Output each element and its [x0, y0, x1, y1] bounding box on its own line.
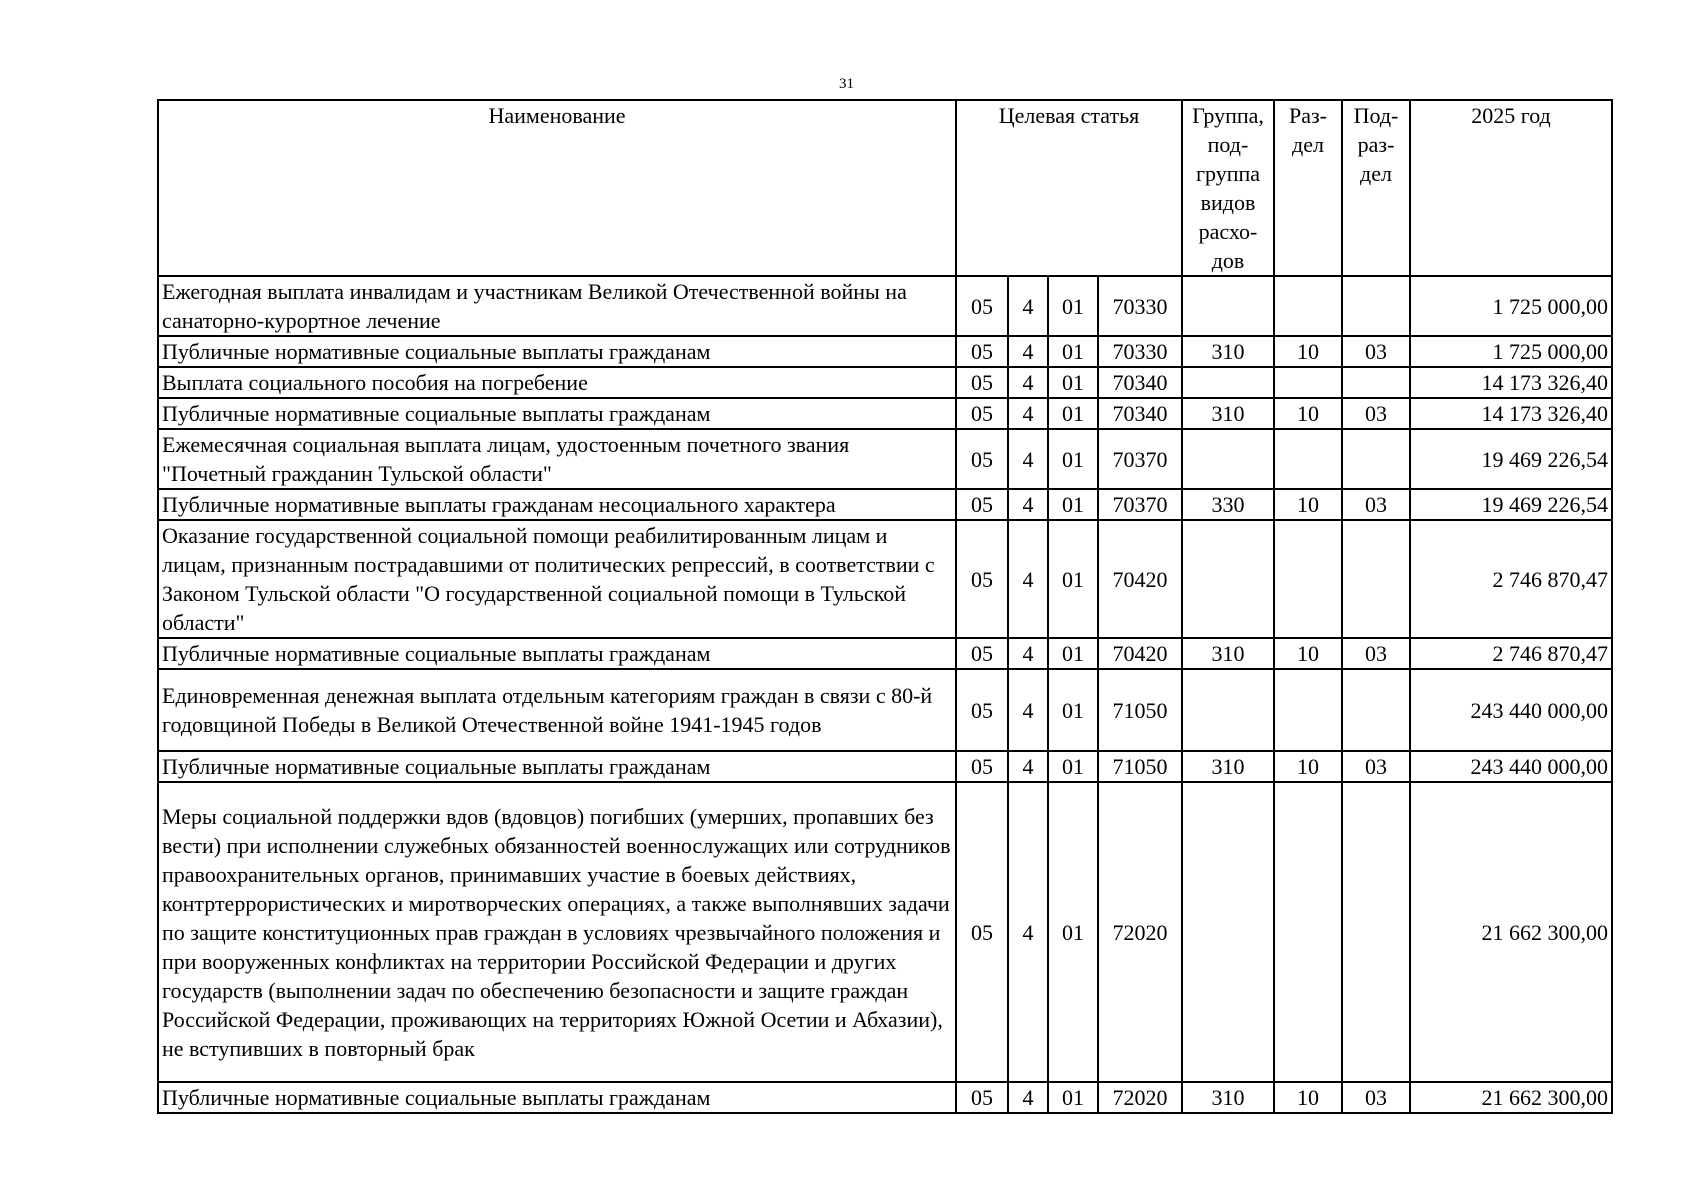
table-row	[158, 336, 1612, 367]
article-direction-cell: 71050	[1098, 751, 1182, 782]
amount-cell: 1 725 000,00	[1410, 276, 1612, 336]
article-program-cell: 05	[956, 276, 1008, 336]
table-row	[158, 751, 1612, 782]
table-row	[158, 489, 1612, 520]
row-name-cell: Единовременная денежная выплата отдельным категориям граждан в связи с 80-й годовщиной Победы в Великой Отечественной войне 1941-1945 годов	[158, 669, 956, 751]
article-subprogram-cell: 4	[1008, 398, 1048, 429]
article-subprogram-cell: 4	[1008, 336, 1048, 367]
row-name-cell: Публичные нормативные социальные выплаты гражданам	[158, 336, 956, 367]
article-measure-cell: 01	[1048, 276, 1098, 336]
subsection-cell	[1342, 782, 1410, 1082]
section-cell: 10	[1274, 489, 1342, 520]
article-subprogram-cell: 4	[1008, 1082, 1048, 1113]
table-row	[158, 638, 1612, 669]
article-program-cell: 05	[956, 398, 1008, 429]
article-direction-cell: 70420	[1098, 638, 1182, 669]
table-row	[158, 782, 1612, 1082]
article-direction-cell: 70330	[1098, 276, 1182, 336]
row-name-cell: Публичные нормативные социальные выплаты гражданам	[158, 638, 956, 669]
article-program-cell: 05	[956, 751, 1008, 782]
subsection-cell	[1342, 520, 1410, 638]
article-subprogram-cell: 4	[1008, 782, 1048, 1082]
article-subprogram-cell: 4	[1008, 276, 1048, 336]
expense-group-cell: 310	[1182, 336, 1274, 367]
section-cell: 10	[1274, 336, 1342, 367]
header-section: Раз-дел	[1274, 100, 1342, 276]
article-direction-cell: 70340	[1098, 398, 1182, 429]
row-name-cell: Публичные нормативные выплаты гражданам несоциального характера	[158, 489, 956, 520]
article-program-cell: 05	[956, 520, 1008, 638]
article-program-cell: 05	[956, 638, 1008, 669]
amount-cell: 14 173 326,40	[1410, 367, 1612, 398]
article-subprogram-cell: 4	[1008, 429, 1048, 489]
article-subprogram-cell: 4	[1008, 638, 1048, 669]
article-subprogram-cell: 4	[1008, 520, 1048, 638]
article-direction-cell: 70340	[1098, 367, 1182, 398]
amount-cell: 21 662 300,00	[1410, 1082, 1612, 1113]
article-direction-cell: 70370	[1098, 489, 1182, 520]
amount-cell: 19 469 226,54	[1410, 489, 1612, 520]
expense-group-cell: 310	[1182, 1082, 1274, 1113]
expense-group-cell: 310	[1182, 398, 1274, 429]
row-name-cell: Выплата социального пособия на погребение	[158, 367, 956, 398]
article-measure-cell: 01	[1048, 336, 1098, 367]
article-subprogram-cell: 4	[1008, 489, 1048, 520]
amount-cell: 1 725 000,00	[1410, 336, 1612, 367]
article-program-cell: 05	[956, 1082, 1008, 1113]
section-cell	[1274, 276, 1342, 336]
article-measure-cell: 01	[1048, 669, 1098, 751]
section-cell: 10	[1274, 1082, 1342, 1113]
subsection-cell	[1342, 429, 1410, 489]
article-measure-cell: 01	[1048, 489, 1098, 520]
table-row	[158, 669, 1612, 751]
expense-group-cell	[1182, 367, 1274, 398]
row-name-cell: Ежемесячная социальная выплата лицам, удостоенным почетного звания "Почетный гражданин Тульской области"	[158, 429, 956, 489]
article-direction-cell: 70420	[1098, 520, 1182, 638]
table-header-row	[158, 100, 1612, 276]
article-direction-cell: 70330	[1098, 336, 1182, 367]
header-subsection: Под-раз-дел	[1342, 100, 1410, 276]
article-measure-cell: 01	[1048, 398, 1098, 429]
expense-group-cell: 330	[1182, 489, 1274, 520]
subsection-cell: 03	[1342, 336, 1410, 367]
amount-cell: 243 440 000,00	[1410, 751, 1612, 782]
article-measure-cell: 01	[1048, 638, 1098, 669]
section-cell: 10	[1274, 751, 1342, 782]
row-name-cell: Публичные нормативные социальные выплаты гражданам	[158, 1082, 956, 1113]
article-measure-cell: 01	[1048, 367, 1098, 398]
header-target-article: Целевая статья	[956, 100, 1182, 276]
article-direction-cell: 71050	[1098, 669, 1182, 751]
expense-group-cell	[1182, 276, 1274, 336]
article-direction-cell: 72020	[1098, 1082, 1182, 1113]
subsection-cell	[1342, 367, 1410, 398]
section-cell: 10	[1274, 398, 1342, 429]
article-program-cell: 05	[956, 669, 1008, 751]
expense-group-cell	[1182, 782, 1274, 1082]
table-body	[158, 276, 1612, 1113]
amount-cell: 243 440 000,00	[1410, 669, 1612, 751]
header-expense-group: Группа, под-группа видов расхо-дов	[1182, 100, 1274, 276]
subsection-cell: 03	[1342, 489, 1410, 520]
amount-cell: 21 662 300,00	[1410, 782, 1612, 1082]
expense-group-cell	[1182, 429, 1274, 489]
amount-cell: 14 173 326,40	[1410, 398, 1612, 429]
row-name-cell: Ежегодная выплата инвалидам и участникам Великой Отечественной войны на санаторно-курортное лечение	[158, 276, 956, 336]
amount-cell: 19 469 226,54	[1410, 429, 1612, 489]
subsection-cell: 03	[1342, 1082, 1410, 1113]
section-cell	[1274, 782, 1342, 1082]
article-direction-cell: 72020	[1098, 782, 1182, 1082]
article-measure-cell: 01	[1048, 751, 1098, 782]
article-measure-cell: 01	[1048, 520, 1098, 638]
article-program-cell: 05	[956, 367, 1008, 398]
article-program-cell: 05	[956, 782, 1008, 1082]
page-number: 31	[839, 76, 854, 92]
subsection-cell: 03	[1342, 751, 1410, 782]
row-name-cell: Публичные нормативные социальные выплаты гражданам	[158, 398, 956, 429]
section-cell: 10	[1274, 638, 1342, 669]
article-subprogram-cell: 4	[1008, 669, 1048, 751]
article-subprogram-cell: 4	[1008, 751, 1048, 782]
table-row	[158, 367, 1612, 398]
section-cell	[1274, 520, 1342, 638]
subsection-cell: 03	[1342, 398, 1410, 429]
table-row	[158, 1082, 1612, 1113]
table-row	[158, 398, 1612, 429]
table-row	[158, 520, 1612, 638]
budget-table	[157, 99, 1613, 1114]
expense-group-cell: 310	[1182, 751, 1274, 782]
subsection-cell	[1342, 669, 1410, 751]
article-program-cell: 05	[956, 429, 1008, 489]
header-name: Наименование	[158, 100, 956, 276]
expense-group-cell: 310	[1182, 638, 1274, 669]
amount-cell: 2 746 870,47	[1410, 520, 1612, 638]
expense-group-cell	[1182, 669, 1274, 751]
article-subprogram-cell: 4	[1008, 367, 1048, 398]
article-program-cell: 05	[956, 489, 1008, 520]
section-cell	[1274, 669, 1342, 751]
article-program-cell: 05	[956, 336, 1008, 367]
expense-group-cell	[1182, 520, 1274, 638]
section-cell	[1274, 429, 1342, 489]
row-name-cell: Оказание государственной социальной помощи реабилитированным лицам и лицам, признанным пострадавшими от политических репрессий, в соответствии с Законом Тульской области "О государственной социальной помощи в Тульской области"	[158, 520, 956, 638]
section-cell	[1274, 367, 1342, 398]
article-measure-cell: 01	[1048, 429, 1098, 489]
subsection-cell: 03	[1342, 638, 1410, 669]
article-measure-cell: 01	[1048, 1082, 1098, 1113]
amount-cell: 2 746 870,47	[1410, 638, 1612, 669]
row-name-cell: Меры социальной поддержки вдов (вдовцов) погибших (умерших, пропавших без вести) при исполнении служебных обязанностей военнослужащих или сотрудников правоохранительных органов, принимавших участие в боевых действиях, контртеррористических и миротворческих операциях, а также выполнявших задачи по защите конституционных прав граждан в условиях чрезвычайного положения и при вооруженных конфликтах на территории Российской Федерации и других государств (выполнении задач по обеспечению безопасности и защите граждан Российской Федерации, проживающих на территориях Южной Осетии и Абхазии), не вступивших в повторный брак	[158, 782, 956, 1082]
subsection-cell	[1342, 276, 1410, 336]
article-direction-cell: 70370	[1098, 429, 1182, 489]
row-name-cell: Публичные нормативные социальные выплаты гражданам	[158, 751, 956, 782]
article-measure-cell: 01	[1048, 782, 1098, 1082]
table-row	[158, 276, 1612, 336]
table-row	[158, 429, 1612, 489]
header-year: 2025 год	[1410, 100, 1612, 276]
